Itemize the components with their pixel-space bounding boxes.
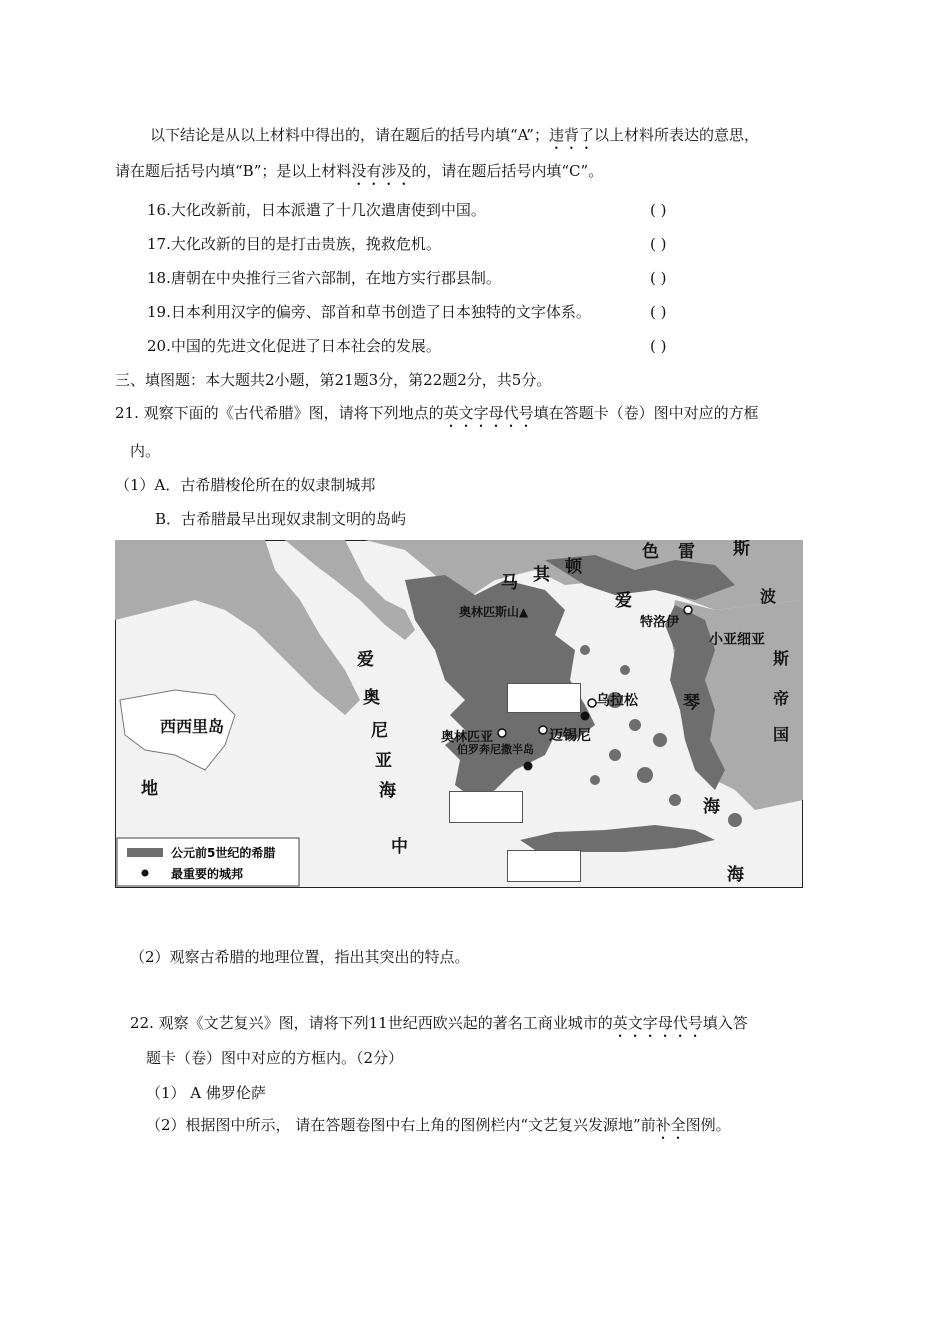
- label-ionian: 海: [379, 781, 396, 801]
- q21-line-1: [115, 402, 759, 431]
- q22-text: 填入答: [702, 1014, 748, 1032]
- q22-text: （2）根据图中所示， 请在答题卷图中右上角的图例栏内“文艺复兴发源地”前: [146, 1116, 656, 1134]
- q22-item-1: （1） A 佛罗伦萨: [146, 1084, 266, 1102]
- intro-line-2: [115, 160, 603, 189]
- answer-paren[interactable]: ( ): [650, 269, 667, 287]
- label-macedonia: 其: [533, 565, 550, 585]
- island: [637, 767, 653, 783]
- q22-emphasis: 补全: [655, 1116, 686, 1134]
- label-macedonia: 马: [501, 573, 518, 593]
- statement-17: 17.大化改新的目的是打击贵族，挽救危机。: [147, 235, 441, 253]
- statement-20: 20.中国的先进文化促进了日本社会的发展。: [147, 337, 441, 355]
- intro-emphasis: 没有涉及: [351, 162, 412, 180]
- statement-16: 16.大化改新前，日本派遣了十几次遣唐使到中国。: [147, 201, 486, 219]
- label-ionian: 奥: [363, 688, 380, 708]
- q22-item-2: [146, 1114, 731, 1143]
- label-olympus: 奥林匹斯山▲: [459, 605, 529, 619]
- legend-city-label: 最重要的城邦: [171, 867, 244, 881]
- map-answer-box[interactable]: [507, 683, 581, 713]
- q21-item-b: B．古希腊最早出现奴隶制文明的岛屿: [155, 510, 407, 528]
- label-thrace: 斯: [733, 540, 750, 559]
- q22-text: 22. 观察《文艺复兴》图，请将下列11世纪西欧兴起的著名工商业城市的: [130, 1014, 613, 1032]
- label-persia: 国: [773, 725, 790, 744]
- answer-paren[interactable]: ( ): [650, 201, 667, 219]
- map-answer-box[interactable]: [449, 791, 523, 823]
- label-ionian: 爱: [357, 650, 374, 670]
- mycenae-marker: [539, 726, 547, 734]
- ancient-greece-map: [115, 540, 803, 888]
- q21-text: 填在答题卡（卷）图中对应的方框: [533, 404, 759, 422]
- label-sicily: 西西里岛: [160, 717, 225, 736]
- intro-line-1: [150, 124, 759, 153]
- island: [629, 719, 641, 731]
- map-answer-box[interactable]: [507, 850, 581, 882]
- label-ionian: 亚: [375, 751, 392, 771]
- island: [609, 749, 621, 761]
- intro-text: 的，请在题后括号内填“C”。: [411, 162, 604, 180]
- label-thrace: 雷: [678, 542, 695, 562]
- answer-paren[interactable]: ( ): [650, 235, 667, 253]
- label-aegean-sea: 海: [703, 797, 720, 817]
- island: [669, 794, 681, 806]
- label-persia: 帝: [773, 689, 790, 708]
- intro-text: 请在题后括号内填“B”；是以上材料: [115, 162, 352, 180]
- q22-emphasis: 英文字母代号: [612, 1014, 703, 1032]
- intro-text: 以上材料所表达的意思，: [593, 126, 759, 144]
- troy-marker: [684, 606, 692, 614]
- label-olympia: 奥林匹亚: [441, 730, 494, 745]
- answer-paren[interactable]: ( ): [650, 303, 667, 321]
- legend-city-dot: [142, 870, 149, 877]
- island: [620, 665, 630, 675]
- label-persia: 波: [760, 587, 777, 606]
- olympia-marker: [498, 729, 506, 737]
- island: [653, 733, 667, 747]
- label-thrace: 色: [642, 542, 659, 562]
- label-aegean: 爱: [615, 591, 632, 611]
- city-marker: [581, 712, 590, 721]
- q21-text: 21. 观察下面的《古代希腊》图，请将下列地点的: [115, 404, 444, 422]
- label-asia-minor: 小亚细亚: [709, 632, 765, 648]
- label-persia: 斯: [773, 649, 790, 668]
- island: [728, 813, 742, 827]
- q21-item-a: （1）A．古希腊梭伦所在的奴隶制城邦: [115, 476, 376, 494]
- q22-line-2: 题卡（卷）图中对应的方框内。（2分）: [146, 1049, 404, 1067]
- island: [580, 645, 590, 655]
- intro-emphasis: 违背了: [548, 126, 594, 144]
- section-heading: 三、填图题：本大题共2小题，第21题3分，第22题2分，共5分。: [115, 371, 552, 389]
- label-mycenae: 迈锡尼: [549, 728, 591, 744]
- label-athens: 乌拉松: [596, 693, 638, 709]
- answer-paren[interactable]: ( ): [650, 337, 667, 355]
- q22-text: 图例。: [685, 1116, 731, 1134]
- athens-marker: [588, 699, 596, 707]
- q22-line-1: [130, 1012, 748, 1041]
- intro-text: 以下结论是从以上材料中得出的，请在题后的括号内填“A”；: [150, 126, 549, 144]
- statement-18: 18.唐朝在中央推行三省六部制，在地方实行郡县制。: [147, 269, 501, 287]
- label-mediterranean: 地: [141, 779, 158, 799]
- legend-swatch-greece: [127, 848, 163, 857]
- label-ionian: 尼: [371, 721, 388, 741]
- label-peloponnese: 伯罗奔尼撒半岛: [457, 743, 534, 756]
- label-mediterranean: 中: [391, 837, 408, 857]
- island: [590, 775, 600, 785]
- label-aegean: 琴: [683, 693, 700, 713]
- legend-greece-label: 公元前5世纪的希腊: [171, 846, 276, 860]
- q21-line-2: 内。: [130, 442, 161, 460]
- sparta-marker: [524, 762, 533, 771]
- label-mediterranean: 海: [727, 865, 744, 885]
- q21-emphasis: 英文字母代号: [443, 404, 534, 422]
- label-troy: 特洛伊: [640, 615, 680, 630]
- q21-item-2: （2）观察古希腊的地理位置，指出其突出的特点。: [130, 948, 470, 966]
- label-macedonia: 顿: [565, 557, 582, 577]
- statement-19: 19.日本利用汉字的偏旁、部首和草书创造了日本独特的文字体系。: [147, 303, 591, 321]
